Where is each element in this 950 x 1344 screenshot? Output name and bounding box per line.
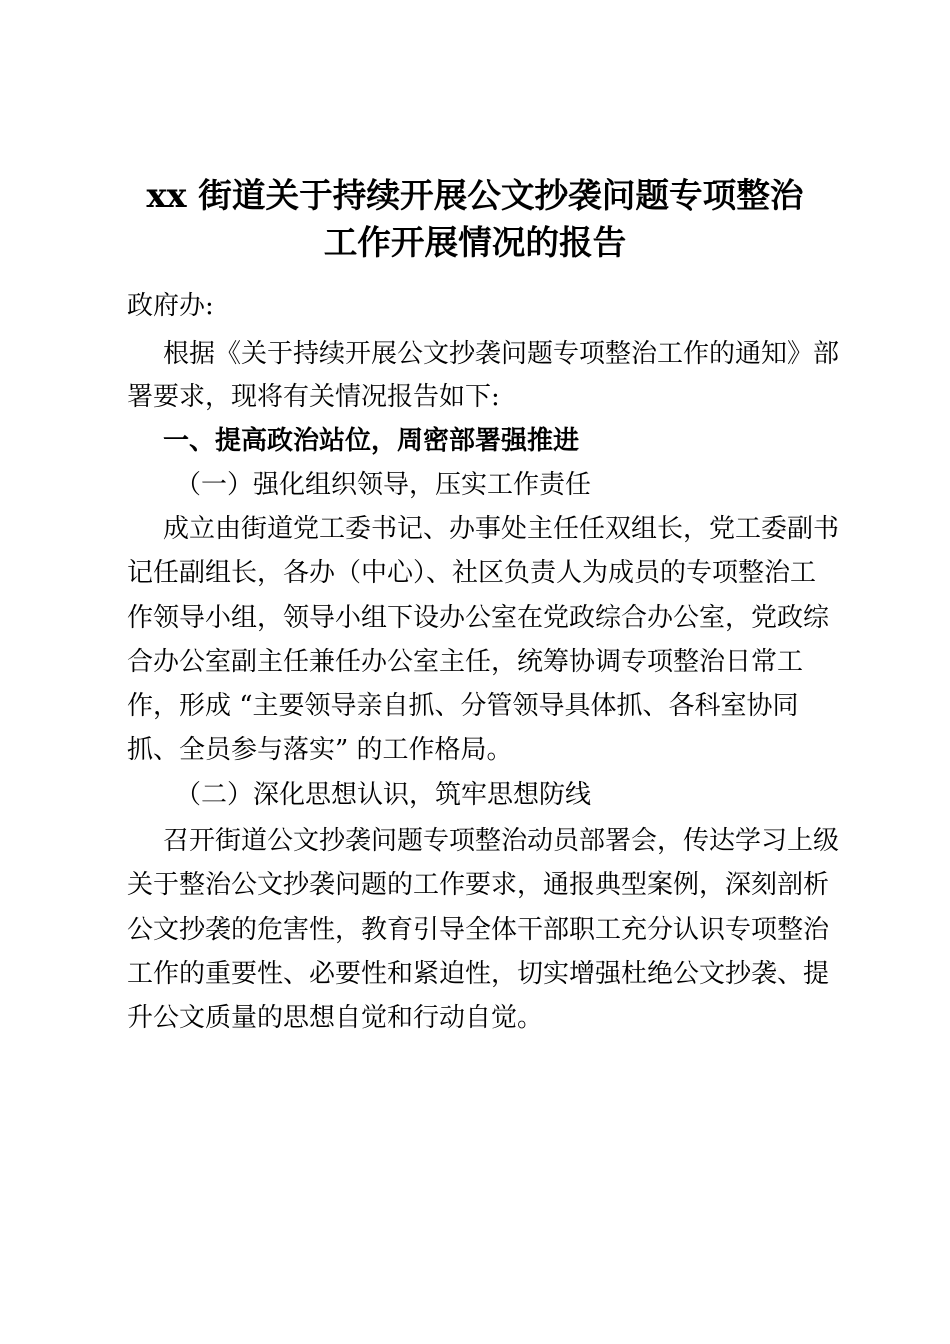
paragraph-1-line-2: 记任副组长，各办（中心）、社区负责人为成员的专项整治工 [127, 558, 817, 588]
paragraph-1-line-3: 作领导小组，领导小组下设办公室在党政综合办公室，党政综 [127, 603, 830, 633]
intro-line-1: 根据《关于持续开展公文抄袭问题专项整治工作的通知》部 [163, 339, 840, 369]
document-title-line-1: xx 街道关于持续开展公文抄袭问题专项整治 [146, 175, 804, 215]
paragraph-2-line-3: 公文抄袭的危害性，教育引导全体干部职工充分认识专项整治 [127, 915, 830, 945]
paragraph-1-line-6: 抓、全员参与落实” 的工作格局。 [127, 735, 513, 765]
paragraph-2-line-5: 升公文质量的思想自觉和行动自觉。 [127, 1003, 544, 1033]
paragraph-2-line-2: 关于整治公文抄袭问题的工作要求，通报典型案例，深刻剖析 [127, 870, 830, 900]
paragraph-2-line-4: 工作的重要性、必要性和紧迫性，切实增强杜绝公文抄袭、提 [127, 959, 830, 989]
section-heading-1: 一、提高政治站位，周密部署强推进 [163, 426, 580, 456]
paragraph-1-line-4: 合办公室副主任兼任办公室主任，统筹协调专项整治日常工 [127, 647, 804, 677]
paragraph-1-line-1: 成立由街道党工委书记、办事处主任任双组长，党工委副书 [163, 514, 840, 544]
paragraph-2-line-1: 召开街道公文抄袭问题专项整治动员部署会，传达学习上级 [163, 826, 840, 856]
paragraph-1-line-5: 作，形成 “主要领导亲自抓、分管领导具体抓、各科室协同 [127, 691, 799, 721]
subsection-heading-2: （二）深化思想认识，筑牢思想防线 [175, 780, 592, 810]
subsection-heading-1: （一）强化组织领导，压实工作责任 [175, 470, 592, 500]
salutation: 政府办: [127, 291, 214, 321]
intro-line-2: 署要求，现将有关情况报告如下: [127, 382, 500, 412]
document-title-line-2: 工作开展情况的报告 [323, 222, 627, 262]
